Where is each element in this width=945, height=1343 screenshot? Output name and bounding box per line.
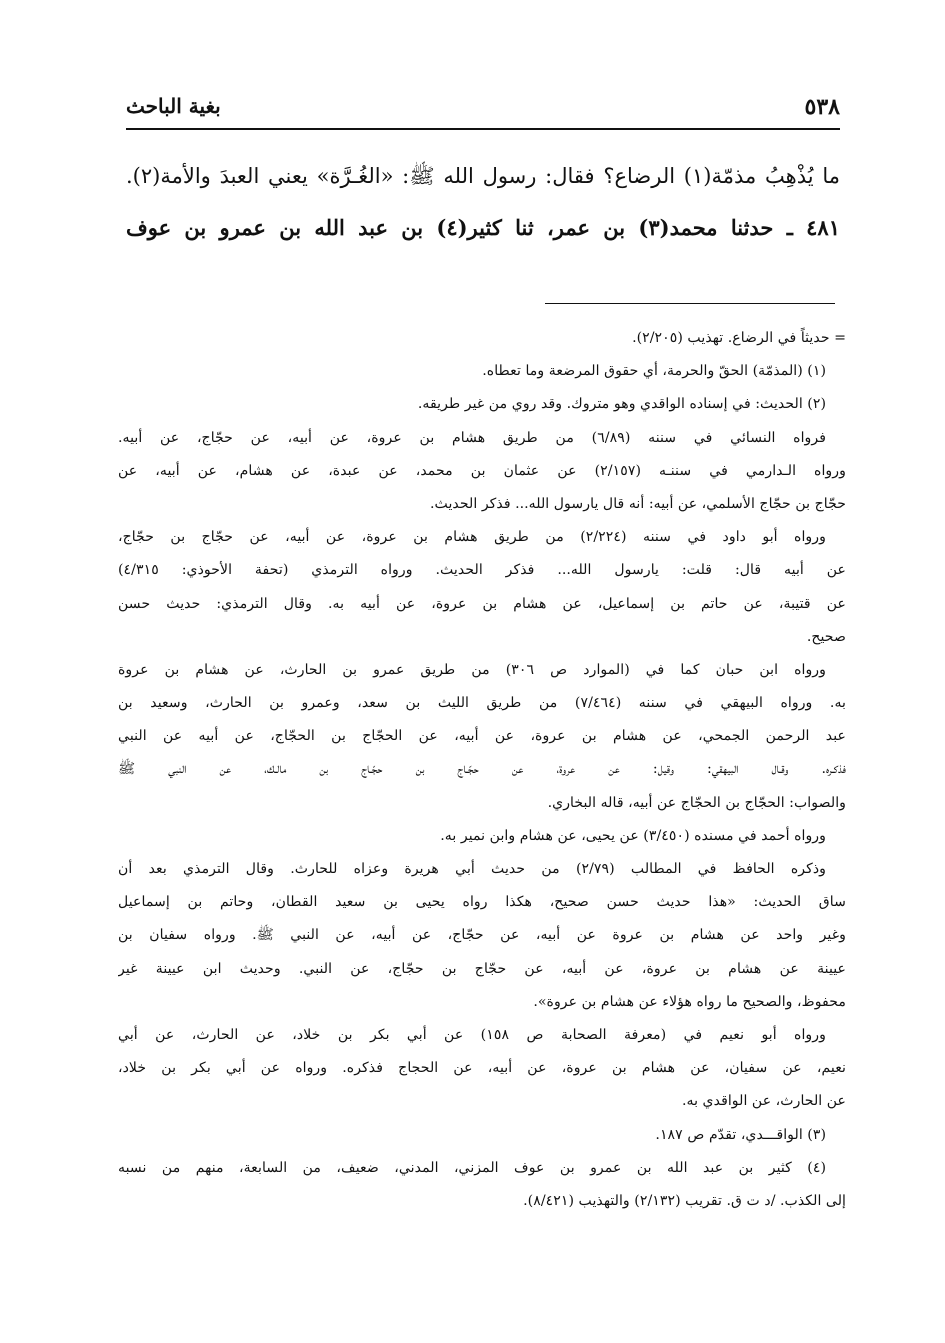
footnote-line: صحيح. <box>806 628 846 645</box>
footnote-separator <box>545 303 835 304</box>
footnote-line: والصواب: الحجّاج بن الحجّاج عن أبيه، قاله البخاري. <box>547 794 846 811</box>
main-text-line: ما يُذْهِبُ مذمّة(١) الرضاع؟ فقال: رسول الله ﷺ: «الغُـرَّة» يعني العبدَ والأمة(٢). <box>126 164 840 188</box>
footnote-line: عن قتيبة، عن حاتم بن إسماعيل، عن هشام بن عروة، عن أبيه به. وقال الترمذي: حديث حسن <box>118 595 846 612</box>
footnote-line: (٢) الحديث: في إسناده الواقدي وهو متروك. وقد روي من غير طريقه. <box>417 396 826 413</box>
footnote-line: (١) (المذمّة) الحقّ والحرمة، أي حقوق المرضعة وما تعطاه. <box>482 363 826 380</box>
footnote-line: عن الحارث، عن الواقدي به. <box>681 1093 846 1110</box>
footnote-line: به. ورواه البيهقي في سننه (٧/٤٦٤) من طريق الليث بن سعد، وعمرو بن الحارث، وسعيد بن <box>118 695 846 712</box>
footnote-line: ورواه أبو نعيم في (معرفة الصحابة ص ١٥٨) عن أبي بكر بن خلاد، عن الحارث، عن أبي <box>118 1026 826 1043</box>
main-text-line: ٤٨١ ـ حدثنا محمد(٣) بن عمر، ثنا كثير(٤) بن عبد الله بن عمرو بن عوف <box>126 215 840 240</box>
footnote-line: وذكره الحافظ في المطالب (٢/٧٩) من حديث أبي هريرة وعزاه للحارث. وقال الترمذي بعد أن <box>118 861 826 877</box>
main-text <box>126 150 840 254</box>
footnote-line: عبد الرحمن الجمحي، عن هشام بن عروة، عن أبيه، عن الحجّاج بن الحجّاج، عن أبيه عن النبي <box>118 728 846 745</box>
footnote-line: ورواه أبو داود في سننه (٢/٢٢٤) من طريق هشام بن عروة، عن أبيه، عن حجّاج بن حجّاج، <box>118 529 826 546</box>
footnote-line: حجّاج بن حجّاج الأسلمي، عن أبيه: أنه قال يارسول الله... فذكر الحديث. <box>430 495 846 512</box>
footnote-line: (٤) كثير بن عبد الله بن عمرو بن عوف المزني، المدني، ضعيف، من السابعة، منهم من نسبه <box>118 1159 826 1176</box>
footnote-line: عيينة عن هشام بن عروة، عن أبيه، عن حجّاج بن حجّاج، عن النبي. وحديث ابن عيينة غير <box>118 960 846 977</box>
footnote-line: محفوظ، والصحيح ما رواه هؤلاء عن هشام بن عروة». <box>533 993 846 1010</box>
footnote-line: ورواه الـدارمي في سننـه (٢/١٥٧) عن عثمان بن محمد، عن عبدة، عن هشام، عن أبيه، عن <box>118 462 846 479</box>
footnote-line: فرواه النسائي في سننه (٦/٨٩) من طريق هشام بن عروة، عن أبيه، عن حجّاج، عن أبيه. <box>118 429 827 446</box>
footnote-line: نعيم، عن سفيان، عن هشام بن عروة، عن أبيه، عن الحجاج فذكره. ورواه عن أبي بكر بن خلاد، <box>118 1060 846 1077</box>
footnote-line: عن أبيه قال: قلت: يارسول الله... فذكر الحديث. ورواه الترمذي (تحفة الأحوذي: ٤/٣١٥) <box>118 562 846 579</box>
footnote-line: ساق الحديث: «هذا حديث حسن صحيح، هكذا رواه يحيى بن سعيد القطان، وحاتم بن إسماعيل <box>118 894 846 911</box>
book-title: بغية الباحث <box>126 94 221 118</box>
footnote-line: ورواه ابن حبان كما في (الموارد ص ٣٠٦) من طريق عمرو بن الحارث، عن هشام بن عروة <box>118 661 826 678</box>
footnote-line: (٣) الواقـــدي، تقدّم ص ١٨٧. <box>655 1126 826 1143</box>
footnote-line: فذكـره. وقـال البيهقي: وقيل: عن عروة، عن حجّـاج بن حجّـاج بن مالـك، عن النبي ﷺ <box>118 761 846 778</box>
footnote-line: إلى الكذب. /د ت ق. تقريب (٢/١٣٢) والتهذيب (٨/٤٢١). <box>523 1192 846 1209</box>
page-number: ٥٣٨ <box>804 94 840 120</box>
footnote-line: = حديثاً في الرضاع. تهذيب (٢/٢٠٥). <box>632 330 846 346</box>
page-header <box>126 88 840 130</box>
footnotes <box>118 322 846 1218</box>
footnote-line: ورواه أحمد في مسنده (٣/٤٥٠) عن يحيى، عن هشام وابن نمير به. <box>440 827 826 844</box>
footnote-line: وغير واحد عن هشام بن عروة عن أبيه، عن حجّاج، عن أبيه، عن النبي ﷺ. ورواه سفيان بن <box>118 927 846 944</box>
